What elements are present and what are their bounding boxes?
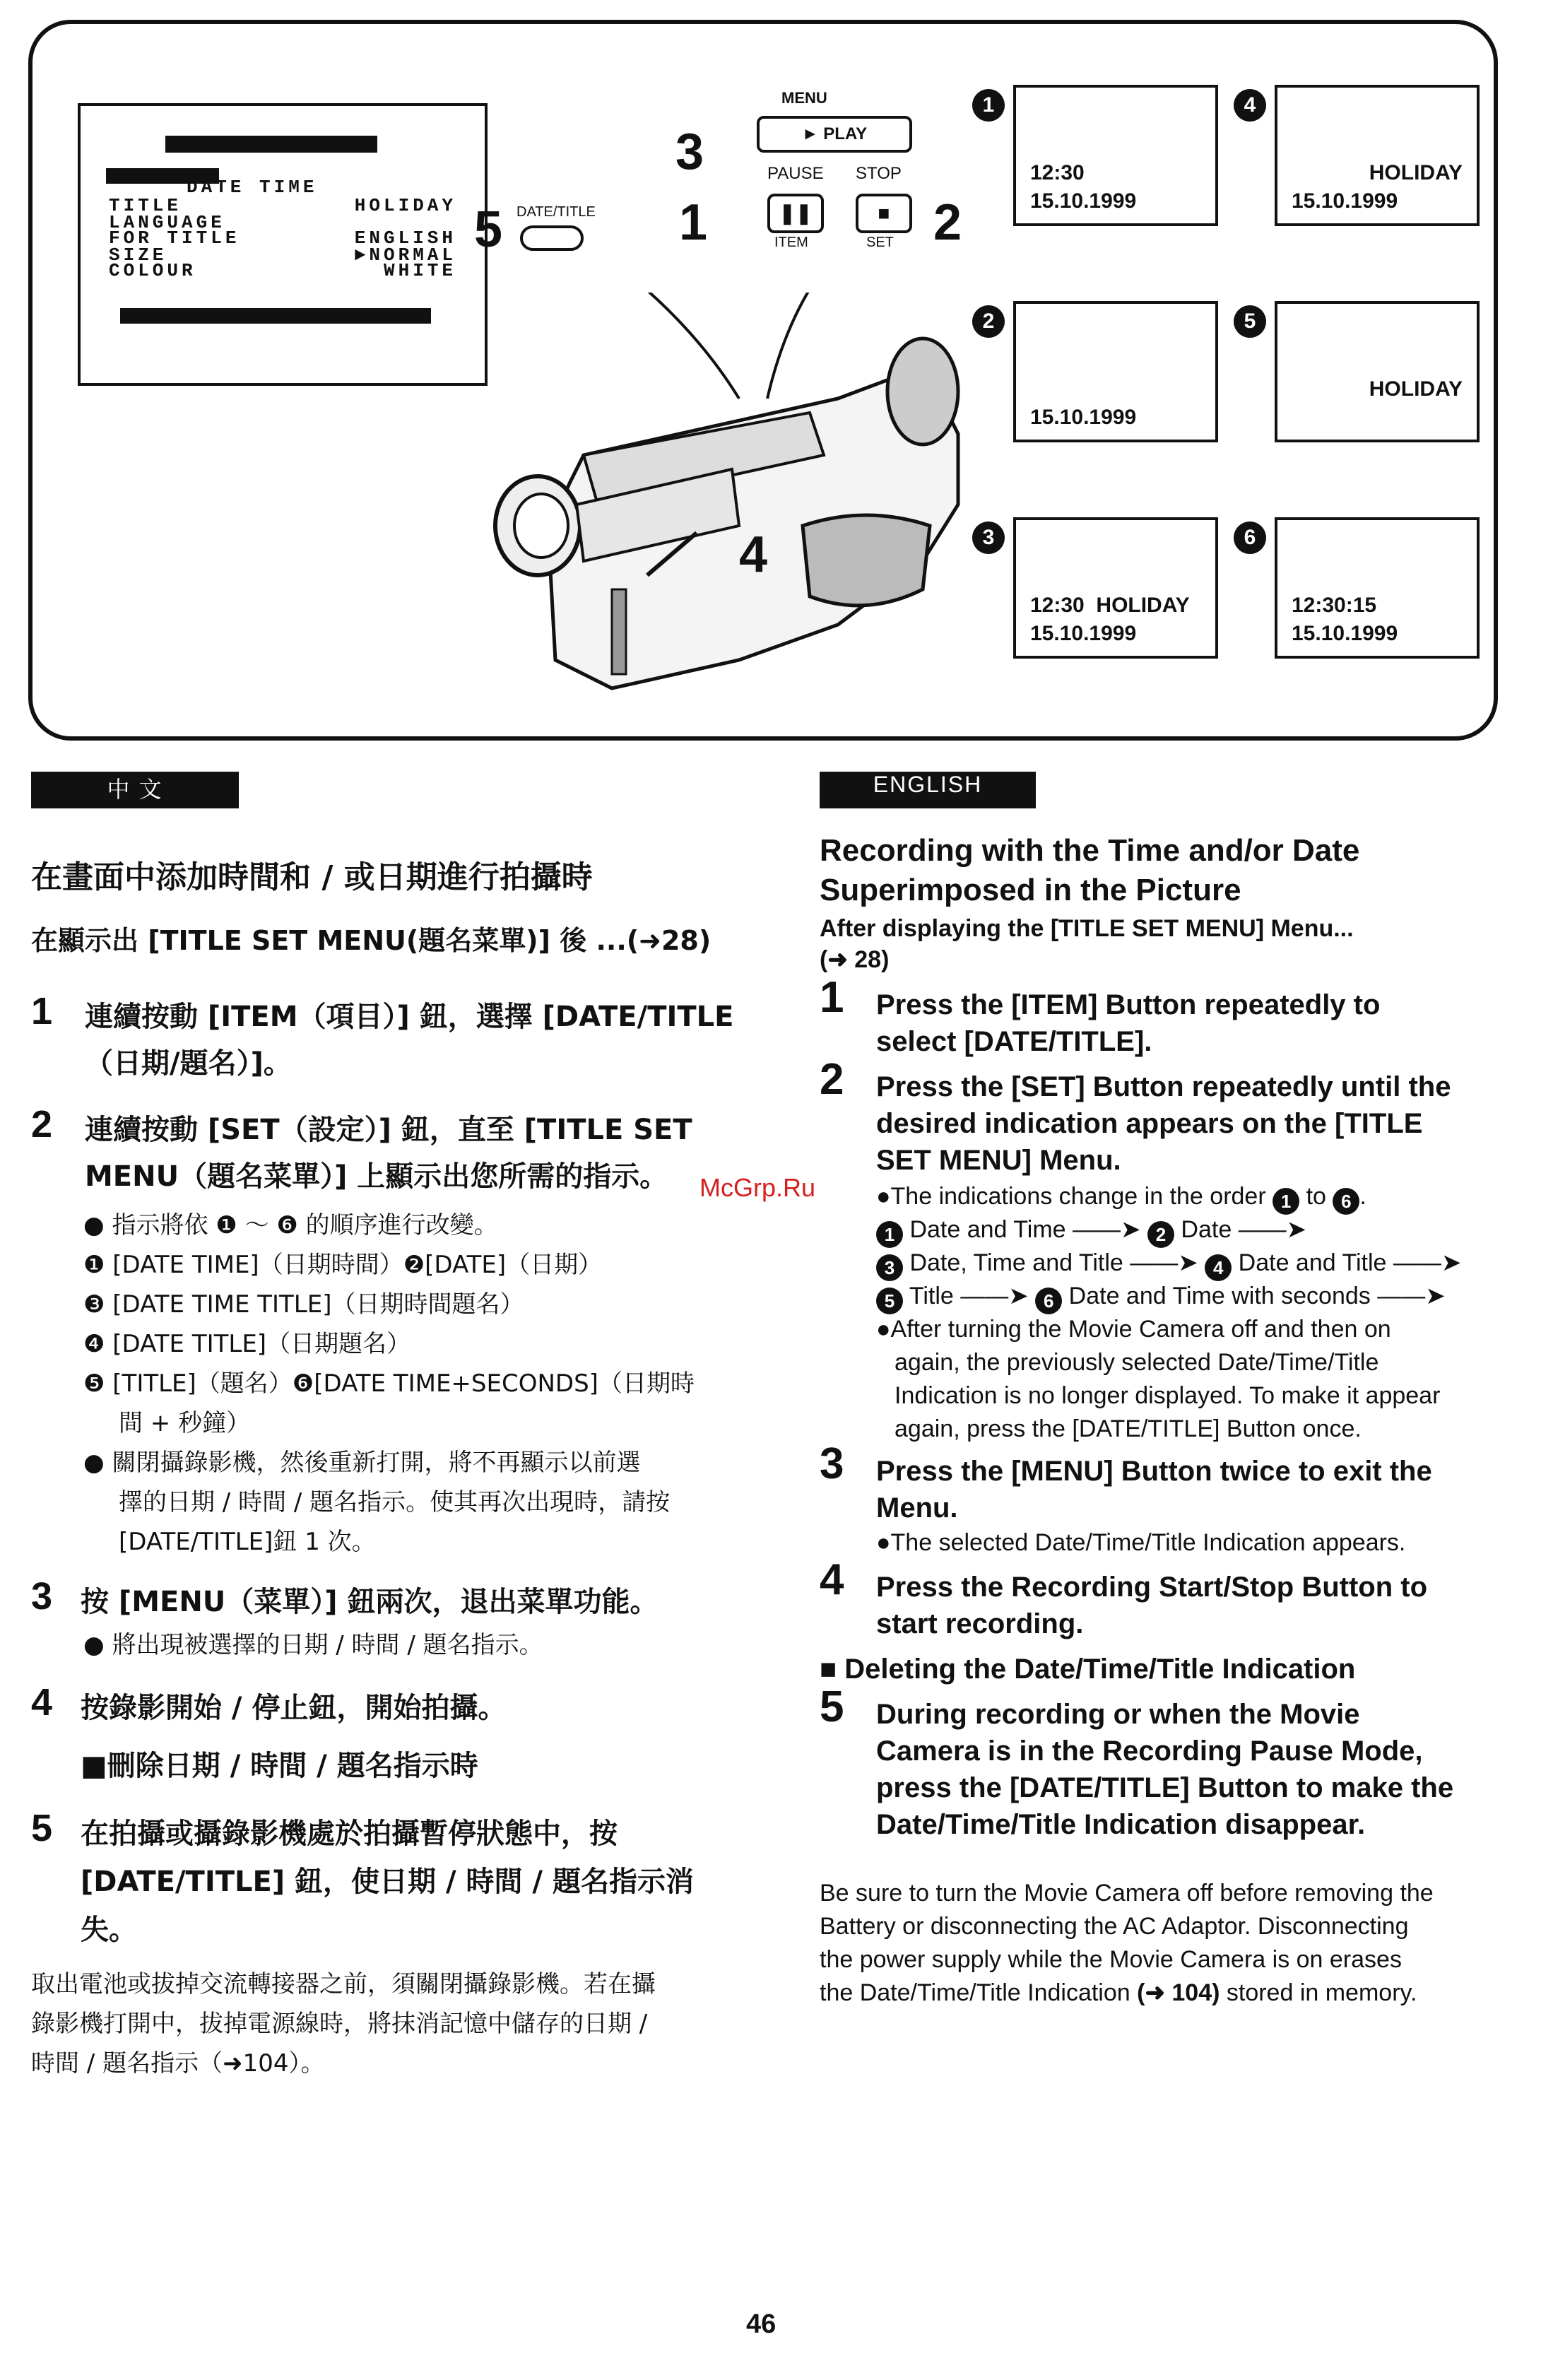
- menu-row-label: COLOUR: [109, 260, 196, 281]
- en-step3-line: Press the [MENU] Button twice to exit the: [876, 1456, 1432, 1487]
- en-bullet: ●The selected Date/Time/Title Indication appears.: [876, 1529, 1406, 1556]
- number-2-icon: 2: [1147, 1221, 1174, 1248]
- callout-2: 2: [933, 194, 962, 251]
- en-order-line: ●The indications change in the order 1 to 6 .: [876, 1180, 1366, 1215]
- en-step5-line: During recording or when the Movie: [876, 1699, 1360, 1730]
- zh-bullet: ❶ [DATE TIME]（日期時間）❷[DATE]（日期）: [83, 1251, 603, 1279]
- en-step-number: 2: [820, 1055, 844, 1104]
- zh-delete-heading: ■刪除日期 / 時間 / 題名指示時: [81, 1750, 478, 1782]
- sequence-item: Date and Time ——➤: [909, 1216, 1141, 1243]
- english-section-tag: ENGLISH: [820, 772, 1036, 808]
- en-step2-line: desired indication appears on the [TITLE: [876, 1108, 1423, 1139]
- set-label: SET: [866, 235, 894, 250]
- number-6-icon: 6: [1333, 1188, 1359, 1215]
- display-screen-2: [1013, 301, 1218, 442]
- screen-date: 15.10.1999: [1030, 406, 1137, 429]
- number-1-icon: 1: [1273, 1188, 1299, 1215]
- zh-step1-line: 連續按動 [ITEM（項目）] 鈕，選擇 [DATE/TITLE: [85, 1001, 734, 1033]
- number-4-icon: 4: [1205, 1254, 1232, 1281]
- screen-number-4: 4: [1234, 89, 1266, 122]
- display-screen-4: [1275, 85, 1480, 226]
- zh-bullet: 擇的日期 / 時間 / 題名指示。使其再次出現時，請按: [119, 1488, 671, 1516]
- sequence-item: Date and Time with seconds ——➤: [1068, 1283, 1446, 1309]
- play-button[interactable]: ► PLAY: [757, 116, 912, 153]
- zh-bullet: [DATE/TITLE]鈕 1 次。: [119, 1528, 376, 1556]
- en-bullet: Indication is no longer displayed. To make it appear: [895, 1382, 1441, 1409]
- en-sequence-line: [876, 1213, 1306, 1248]
- menu-row-label: LANGUAGE: [109, 212, 225, 233]
- menu-row-value: ENGLISH: [354, 228, 456, 249]
- number-6-icon: 6: [1035, 1288, 1062, 1314]
- zh-subheading: 在顯示出 [TITLE SET MENU(題名菜單)] 後 ...(➜28): [31, 925, 712, 956]
- en-step-number: 3: [820, 1439, 844, 1488]
- sequence-item: Title ——➤: [909, 1283, 1029, 1309]
- en-note: [820, 1977, 1417, 2010]
- screen-date: 15.10.1999: [1292, 622, 1398, 645]
- callout-3: 3: [675, 124, 704, 180]
- zh-step3-line: 按 [MENU（菜單）] 鈕兩次，退出菜單功能。: [81, 1586, 659, 1618]
- screen-number-6: 6: [1234, 522, 1266, 554]
- menu-footer-bar: [120, 308, 431, 324]
- en-subheading: (➜ 28): [820, 946, 890, 973]
- zh-step-number: 5: [31, 1807, 53, 1849]
- zh-step-number: 1: [31, 990, 53, 1032]
- en-step1-line: select [DATE/TITLE].: [876, 1026, 1152, 1057]
- en-step3-line: Menu.: [876, 1492, 958, 1524]
- watermark: McGrp.Ru: [699, 1173, 816, 1202]
- zh-note: 時間 / 題名指示（➜104）。: [31, 2049, 325, 2078]
- screen-time-seconds: 12:30:15: [1292, 594, 1377, 617]
- en-bullet: ●After turning the Movie Camera off and then on: [876, 1316, 1391, 1343]
- en-step5-line: Date/Time/Title Indication disappear.: [876, 1809, 1366, 1840]
- en-step-number: 1: [820, 973, 844, 1022]
- screen-number-5: 5: [1234, 305, 1266, 338]
- sequence-item: Date, Time and Title ——➤: [909, 1249, 1198, 1276]
- zh-bullet: ❹ [DATE TITLE]（日期題名）: [83, 1330, 411, 1358]
- en-note-text: stored in memory.: [1220, 1979, 1417, 2006]
- zh-step-number: 4: [31, 1681, 53, 1724]
- illustration-frame: [28, 20, 1498, 741]
- menu-row-label: DATE TIME: [187, 177, 318, 198]
- en-step4-line: Press the Recording Start/Stop Button to: [876, 1572, 1428, 1603]
- zh-bullet: ● 將出現被選擇的日期 / 時間 / 題名指示。: [83, 1631, 543, 1659]
- title-set-menu-screen: [78, 103, 488, 386]
- pause-label: PAUSE: [767, 164, 824, 183]
- menu-title-bar: [165, 136, 377, 153]
- zh-bullet: ❸ [DATE TIME TITLE]（日期時間題名）: [83, 1290, 524, 1319]
- en-sequence-line: [876, 1247, 1461, 1281]
- screen-title: HOLIDAY: [1369, 161, 1463, 184]
- menu-row-value: ►NORMAL: [354, 245, 456, 266]
- display-screen-1: [1013, 85, 1218, 226]
- date-title-label: DATE/TITLE: [516, 204, 596, 220]
- zh-step1-line: （日期/題名）]。: [85, 1047, 292, 1080]
- en-note: the power supply while the Movie Camera is on erases: [820, 1946, 1402, 1973]
- en-order-text: ●The indications change in the order: [876, 1183, 1273, 1210]
- zh-step5-line: [DATE/TITLE] 鈕，使日期 / 時間 / 題名指示消: [81, 1866, 694, 1898]
- zh-step5-line: 在拍攝或攝錄影機處於拍攝暫停狀態中，按: [81, 1818, 618, 1850]
- screen-date: 15.10.1999: [1292, 189, 1398, 213]
- en-note: Battery or disconnecting the AC Adaptor. Disconnecting: [820, 1913, 1409, 1940]
- screen-time-title: 12:30 HOLIDAY: [1030, 594, 1190, 617]
- chinese-section-tag: 中 文: [31, 772, 239, 808]
- zh-step-number: 3: [31, 1575, 53, 1618]
- en-step4-line: start recording.: [876, 1608, 1084, 1639]
- camcorder-illustration: [471, 293, 1008, 717]
- zh-note: 取出電池或拔掉交流轉接器之前，須關閉攝錄影機。若在攝: [31, 1970, 656, 1998]
- menu-row-label: SIZE: [109, 245, 167, 266]
- display-screen-6: [1275, 517, 1480, 659]
- en-sequence-line: [876, 1280, 1446, 1314]
- pause-item-button[interactable]: ❚❚: [767, 194, 824, 233]
- menu-row-value: HOLIDAY: [354, 195, 456, 216]
- en-step2-line: SET MENU] Menu.: [876, 1145, 1121, 1176]
- date-title-button[interactable]: [520, 225, 584, 251]
- screen-number-1: 1: [972, 89, 1005, 122]
- zh-bullet: ❺ [TITLE]（題名）❻[DATE TIME+SECONDS]（日期時: [83, 1369, 695, 1398]
- sequence-item: Date ——➤: [1181, 1216, 1307, 1243]
- page-number: 46: [746, 2309, 777, 2339]
- screen-time: 12:30: [1030, 161, 1085, 184]
- menu-row-label: FOR TITLE: [109, 228, 240, 249]
- zh-step2-line: MENU（題名菜單）] 上顯示出您所需的指示。: [85, 1160, 668, 1193]
- item-label: ITEM: [774, 235, 808, 250]
- callout-5: 5: [474, 201, 503, 258]
- screen-number-2: 2: [972, 305, 1005, 338]
- display-screen-3: [1013, 517, 1218, 659]
- number-1-icon: 1: [876, 1221, 903, 1248]
- en-subheading: After displaying the [TITLE SET MENU] Menu...: [820, 915, 1354, 942]
- en-order-to: to: [1306, 1183, 1326, 1210]
- zh-step4-line: 按錄影開始 / 停止鈕，開始拍攝。: [81, 1692, 507, 1724]
- en-step2-line: Press the [SET] Button repeatedly until the: [876, 1071, 1451, 1102]
- zh-step5-line: 失。: [81, 1914, 137, 1946]
- zh-step2-line: 連續按動 [SET（設定）] 鈕，直至 [TITLE SET: [85, 1114, 692, 1146]
- screen-date: 15.10.1999: [1030, 622, 1137, 645]
- en-step1-line: Press the [ITEM] Button repeatedly to: [876, 989, 1381, 1020]
- zh-bullet: ● 指示將依 ❶ ～ ❻ 的順序進行改變。: [83, 1211, 498, 1239]
- en-step-number: 4: [820, 1555, 844, 1604]
- menu-label: MENU: [781, 89, 827, 107]
- en-step5-line: press the [DATE/TITLE] Button to make the: [876, 1772, 1454, 1803]
- screen-title: HOLIDAY: [1369, 377, 1463, 401]
- zh-heading: 在畫面中添加時間和 / 或日期進行拍攝時: [31, 859, 593, 895]
- en-heading: Recording with the Time and/or Date: [820, 833, 1360, 868]
- callout-1: 1: [679, 194, 708, 251]
- stop-set-button[interactable]: ■: [856, 194, 912, 233]
- en-note: Be sure to turn the Movie Camera off before removing the: [820, 1880, 1434, 1907]
- en-delete-heading: ■ Deleting the Date/Time/Title Indication: [820, 1654, 1356, 1685]
- en-step5-line: Camera is in the Recording Pause Mode,: [876, 1736, 1423, 1767]
- menu-row-label: TITLE: [109, 195, 182, 216]
- number-5-icon: 5: [876, 1288, 903, 1314]
- screen-date: 15.10.1999: [1030, 189, 1137, 213]
- stop-label: STOP: [856, 164, 902, 183]
- en-bullet: again, press the [DATE/TITLE] Button once.: [895, 1415, 1362, 1442]
- zh-note: 錄影機打開中，拔掉電源線時，將抹消記憶中儲存的日期 /: [31, 2010, 648, 2038]
- en-step-number: 5: [820, 1683, 844, 1731]
- zh-step-number: 2: [31, 1103, 53, 1145]
- en-bullet: again, the previously selected Date/Time/Title: [895, 1349, 1379, 1376]
- en-heading: Superimposed in the Picture: [820, 873, 1241, 907]
- menu-row-value: WHITE: [383, 260, 456, 281]
- screen-number-3: 3: [972, 522, 1005, 554]
- en-note-ref: (➜ 104): [1137, 1979, 1220, 2006]
- display-screen-5: [1275, 301, 1480, 442]
- sequence-item: Date and Title ——➤: [1238, 1249, 1462, 1276]
- en-note-text: the Date/Time/Title Indication: [820, 1979, 1138, 2006]
- zh-bullet: 間 + 秒鐘）: [119, 1409, 251, 1437]
- callout-4: 4: [739, 526, 768, 583]
- zh-bullet: ● 關閉攝錄影機，然後重新打開，將不再顯示以前選: [83, 1449, 641, 1477]
- number-3-icon: 3: [876, 1254, 903, 1281]
